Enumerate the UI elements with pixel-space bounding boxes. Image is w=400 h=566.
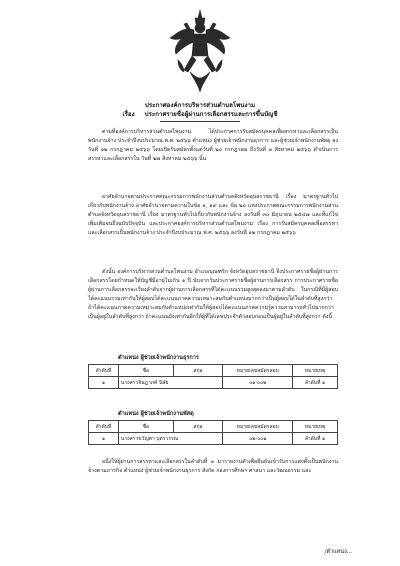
table-row: [89, 377, 338, 389]
subject-text: ประกาศรายชื่อผู้ผ่านการเลือกสรรและการขึ้นบัญชี: [144, 111, 278, 118]
subject-line: [0, 109, 400, 119]
garuda-emblem-icon: [168, 8, 232, 94]
col-header-no: ลำดับที่: [89, 365, 119, 377]
paragraph-text: ดังนั้น องค์การบริหารส่วนตำบลโพนงาม อำเภอบุณฑริก จังหวัดอุบลราชธานี จึงประกาศรายชื่อผู้ผ่านการเลือกสรรโดยกำหนดให้บัญชีมีอายุไม่เกิน ๑ ปี นับจากวันประกาศรายชื่อผู้ผ่านการเลือกสรร การประกาศรายชื่อผู้ผ่านการเลือกสรรจะเรียงลำดับจากผู้ผ่านการเลือกสรรที่ได้คะแนนรวมสูงสุดลงมาตามลำดับ ในกรณีที่มีผู้สอบได้คะแนนรวมเท่ากันให้ผู้สอบได้คะแนนภาคความเหมาะสมกับตำแหน่งมากกว่าเป็นผู้สอบได้ในลำดับที่สูงกว่า ถ้าได้คะแนนภาคความเหมาะสมกับตำแหน่งเท่ากันให้ผู้สอบได้คะแนนภาคความรู้ความสามารถทั่วไปมากกว่าเป็นผู้อยู่ในลำดับที่สูงกว่า ถ้าคะแนนยังเท่ากันอีกให้ผู้ที่ได้เลขประจำตัวสอบก่อนเป็นผู้อยู่ในลำดับที่สูงกว่า ดังนี้: [88, 269, 338, 320]
header-divider: [160, 121, 240, 122]
paragraph-text: อาศัยอำนาจตามประกาศคณะกรรมการพนักงานส่วนตำบลจังหวัดอุบลราชธานี เรื่อง มาตรฐานทั่วไปเกี่ยวกับพนักงานจ้าง อาศัยอำนาจตามความในข้อ ๑, ๑๙ และ ข้อ ๒๐ แห่งประกาศคณะกรรมการพนักงานส่วนตำบลจังหวัดอุบลราชธานี เรื่อง มาตรฐานทั่วไปเกี่ยวกับพนักงานจ้าง ลงวันที่ ๓๐ มิถุนายน ๒๕๔๗ และที่แก้ไขเพิ่มเติมจนถึงฉบับปัจจุบัน และประกาศองค์การบริหารส่วนตำบลโพนงาม เรื่อง การรับสมัครบุคคลเพื่อสรรหาและเลือกสรรเป็นพนักงานจ้าง ประจำปีงบประมาณ พ.ศ. ๒๕๖๖ ลงวันที่ ๑๒ กรกฎาคม ๒๕๖๖: [88, 194, 338, 236]
cell-note: ลำดับที่ ๑: [293, 433, 338, 445]
cell-no: ๑: [89, 377, 119, 389]
cell-note: ลำดับที่ ๑: [293, 377, 338, 389]
col-header-exam-no: หมายเลขสมัครสอบ: [223, 365, 293, 377]
org-title: ประกาศองค์การบริหารส่วนตำบลโพนงาม: [144, 102, 256, 109]
paragraph-text: ตามที่องค์การบริหารส่วนตำบลโพนงาม ได้ประกาศการรับสมัครบุคคลเพื่อสรรหาและเลือกสรรเป็นพนักงานจ้าง ประจำปีงบประมาณ พ.ศ. ๒๕๖๖ ตำแหน่ง ผู้ช่วยเจ้าพนักงานธุรการ และผู้ช่วยเจ้าพนักงานพัสดุ ลงวันที่ ๑๒ กรกฎาคม ๒๕๖๖ โดยเปิดรับสมัครตั้งแต่วันที่ ๒๐ กรกฎาคม ถึงวันที่ ๓ สิงหาคม ๒๕๖๖ ดำเนินการสรรหาและเลือกสรรใน วันที่ ๒๗ สิงหาคม ๒๕๖๖ นั้น: [88, 129, 338, 162]
subject-label: เรื่อง: [122, 111, 135, 118]
paragraph-text: อนึ่งให้ผู้ผ่านการสรรหาและเลือกสรรในลำดับที่ ๑ มารายงานตัวเพื่อยืนยันเข้ารับการแต่งตั้งเป็นพนักงานจ้างตามภารกิจ ตำแหน่ง ผู้ช่วยเจ้าพนักงานธุรการ สังกัด กองการศึกษา ศาสนา และวัฒนธรรม และ: [88, 459, 338, 474]
col-header-note: หมายเหตุ: [293, 421, 338, 433]
col-header-exam-no: หมายเลขสมัครสอบ: [223, 421, 293, 433]
cell-exam-no: ๐๑-๐๐๒: [223, 377, 293, 389]
table-header-row: [89, 421, 338, 433]
cell-no: ๑: [89, 433, 119, 445]
paragraph-ranking-rules: [88, 268, 338, 321]
results-table-admin-assistant: [88, 364, 338, 389]
paragraph-reporting: [88, 458, 338, 476]
table-header-row: [89, 365, 338, 377]
cell-exam-no: ๐๒-๐๐๑: [223, 433, 293, 445]
col-header-name: ชื่อ: [118, 365, 173, 377]
col-header-surname: สกุล: [173, 421, 223, 433]
table-row: [89, 433, 338, 445]
results-table-supply-assistant: [88, 420, 338, 445]
section-title-admin-assistant: ตำแหน่ง ผู้ช่วยเจ้าพนักงานธุรการ: [118, 355, 199, 361]
col-header-surname: สกุล: [173, 365, 223, 377]
cell-full-name: นางสาวจินฎาภค์ นิลัย: [118, 377, 222, 389]
cell-full-name: นางสาวขวัญตา บุตรวรรณ: [118, 433, 222, 445]
continuation-marker: /ตำแหน่ง...: [324, 549, 352, 555]
col-header-name: ชื่อ: [118, 421, 173, 433]
paragraph-announcement: [88, 128, 338, 164]
paragraph-authority: [88, 193, 338, 238]
col-header-no: ลำดับที่: [89, 421, 119, 433]
col-header-note: หมายเหตุ: [293, 365, 338, 377]
section-title-supply-assistant: ตำแหน่ง ผู้ช่วยเจ้าพนักงานพัสดุ: [118, 411, 194, 417]
